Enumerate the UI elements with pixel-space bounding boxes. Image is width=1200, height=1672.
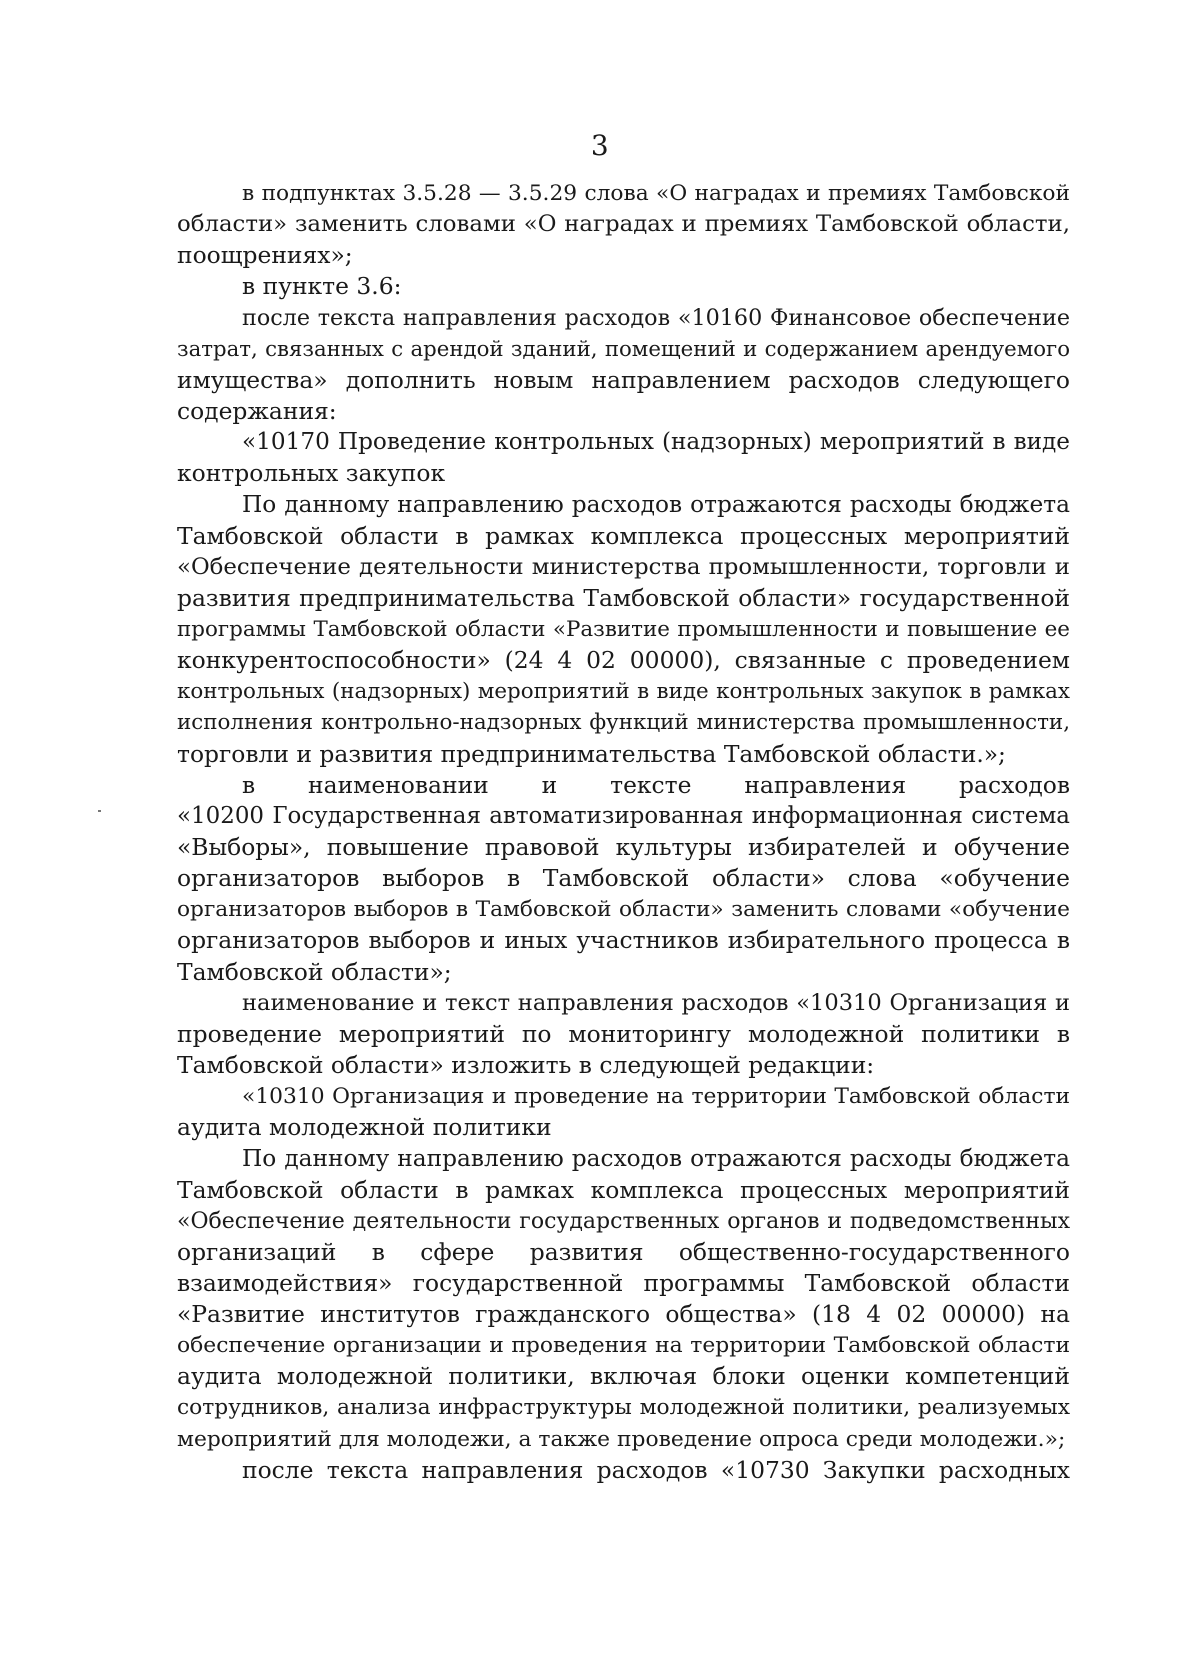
text-line: после текста направления расходов «10160 Финансовое обеспечение — [242, 304, 1070, 331]
text-line: области» заменить словами «О наградах и премиях Тамбовской области, — [177, 211, 1070, 238]
text-line: мероприятий для молодежи, а также проведение опроса среди молодежи.»; — [177, 1426, 1066, 1452]
text-line: проведение мероприятий по мониторингу молодежной политики в — [177, 1019, 1070, 1048]
body-text — [177, 178, 1070, 1486]
text-line: содержания: — [177, 396, 337, 425]
text-line: обеспечение организации и проведения на территории Тамбовской области — [177, 1333, 1070, 1359]
text-line: Тамбовской области в рамках комплекса процессных мероприятий — [177, 521, 1070, 550]
text-line: исполнения контрольно-надзорных функций министерства промышленности, — [177, 710, 1070, 736]
text-line: конкурентоспособности» (24 4 02 00000), связанные с проведением — [177, 646, 1070, 675]
text-line: развития предпринимательства Тамбовской области» государственной — [177, 583, 1070, 612]
text-line: в подпунктах 3.5.28 — 3.5.29 слова «О наградах и премиях Тамбовской — [242, 181, 1070, 206]
text-line: в наименовании и тексте направления расходов — [242, 770, 1070, 799]
text-line: «Обеспечение деятельности министерства промышленности, торговли и — [177, 553, 1070, 580]
text-line: программы Тамбовской области «Развитие промышленности и повышение ее — [177, 616, 1070, 642]
text-line: «10170 Проведение контрольных (надзорных) мероприятий в виде — [242, 429, 1070, 456]
text-line: Тамбовской области» изложить в следующей редакции: — [177, 1050, 875, 1079]
text-line: организаторов выборов и иных участников избирательного процесса в — [177, 926, 1070, 955]
text-line: организаций в сфере развития общественно-государственного — [177, 1237, 1070, 1266]
text-line: аудита молодежной политики, включая блоки оценки компетенций — [177, 1362, 1070, 1391]
text-line: «Развитие институтов гражданского общества» (18 4 02 00000) на — [177, 1300, 1070, 1329]
page-number: 3 — [590, 129, 610, 162]
text-line: контрольных (надзорных) мероприятий в виде контрольных закупок в рамках — [177, 679, 1070, 705]
text-line: контрольных закупок — [177, 459, 446, 488]
text-line: Тамбовской области»; — [177, 957, 452, 986]
text-line: после текста направления расходов «10730 Закупки расходных — [242, 1455, 1070, 1484]
text-line: взаимодействия» государственной программы Тамбовской области — [177, 1268, 1070, 1297]
text-line: торговли и развития предпринимательства Тамбовской области.»; — [177, 739, 1006, 768]
text-line: По данному направлению расходов отражаются расходы бюджета — [242, 1145, 1070, 1173]
text-line: аудита молодежной политики — [177, 1113, 552, 1142]
text-line: «10200 Государственная автоматизированная информационная система — [177, 802, 1070, 829]
text-line: поощрениях»; — [177, 241, 353, 270]
text-line: наименование и текст направления расходов «10310 Организация и — [242, 989, 1070, 1016]
text-line: организаторов выборов в Тамбовской области» слова «обучение — [177, 864, 1070, 893]
text-line: организаторов выборов в Тамбовской области» заменить словами «обучение — [177, 897, 1070, 923]
text-line: в пункте 3.6: — [242, 272, 402, 301]
text-line: «Обеспечение деятельности государственных органов и подведомственных — [177, 1208, 1070, 1234]
text-line: Тамбовской области в рамках комплекса процессных мероприятий — [177, 1175, 1070, 1204]
text-line: затрат, связанных с арендой зданий, помещений и содержанием арендуемого — [177, 336, 1070, 362]
text-line: сотрудников, анализа инфраструктуры молодежной политики, реализуемых — [177, 1395, 1070, 1421]
margin-mark — [98, 810, 101, 812]
text-line: По данному направлению расходов отражаются расходы бюджета — [242, 491, 1070, 519]
text-line: «10310 Организация и проведение на территории Тамбовской области — [242, 1084, 1070, 1110]
text-line: «Выборы», повышение правовой культуры избирателей и обучение — [177, 832, 1070, 861]
text-line: имущества» дополнить новым направлением расходов следующего — [177, 365, 1070, 394]
